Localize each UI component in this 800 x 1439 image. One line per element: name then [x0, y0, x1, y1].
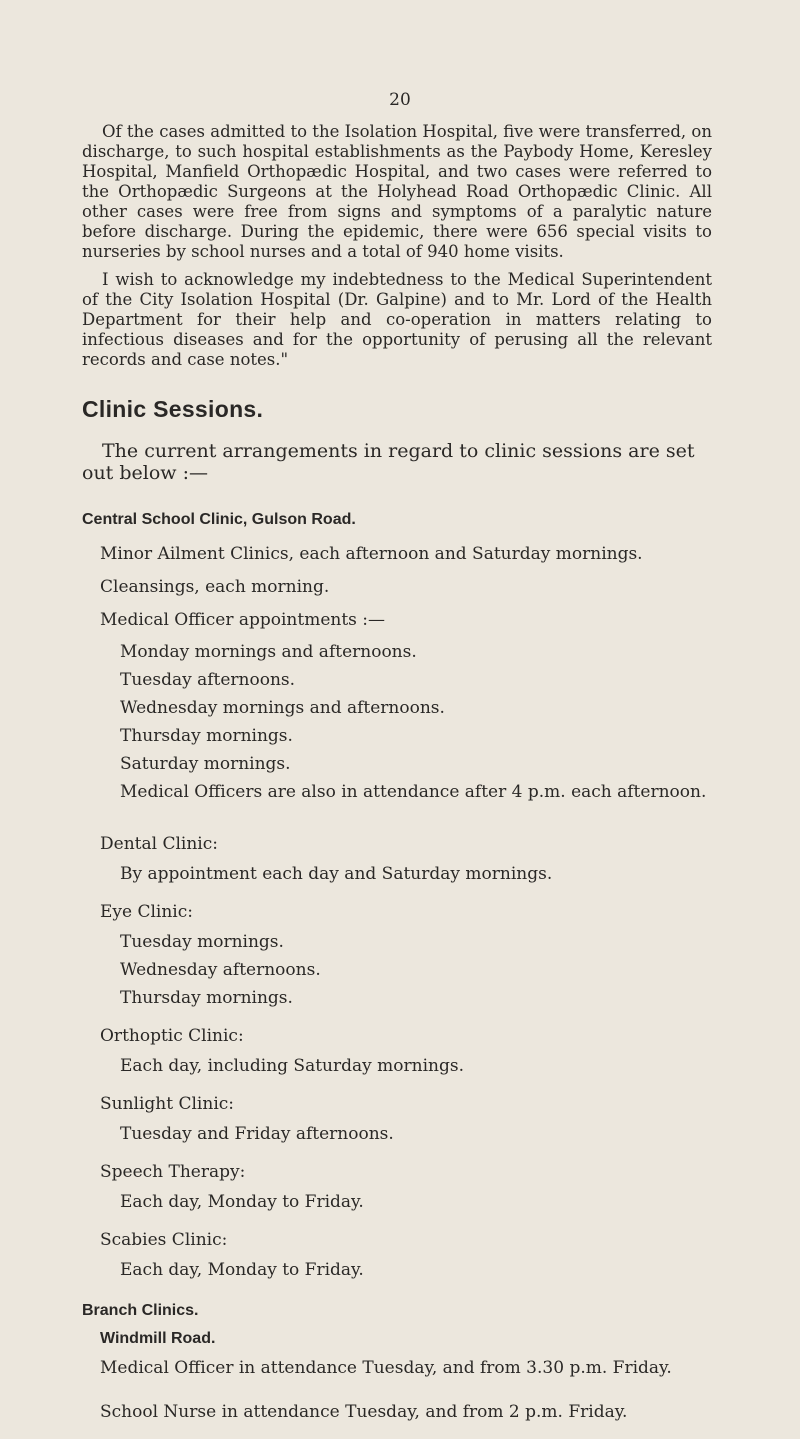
cleansings: Cleansings, each morning.	[100, 577, 330, 597]
windmill-school-nurse: School Nurse in attendance Tuesday, and from 2 p.m. Friday.	[100, 1402, 628, 1422]
eye-clinic-time: Wednesday afternoons.	[120, 960, 321, 980]
paragraph-isolation-hospital: Of the cases admitted to the Isolation Hospital, five were transferred, on discharge, to such hospital establishments as the Paybody Home, Keresley Hospital, Manfield Orthopædic Hospital, and two cases were referred to the Orthopædic Surgeons at the Holyhead Road Orthopædic Clinic. All other cases were free from signs and symptoms of a paralytic nature before discharge. During the epidemic, there were 656 special visits to nurseries by school nurses and a total of 940 home visits.	[82, 122, 712, 261]
scabies-clinic-label: Scabies Clinic:	[100, 1230, 228, 1250]
mo-time-item: Monday mornings and afternoons.	[120, 642, 417, 662]
central-clinic-heading: Central School Clinic, Gulson Road.	[82, 511, 356, 528]
eye-clinic-label: Eye Clinic:	[100, 902, 193, 922]
section-heading-clinic-sessions: Clinic Sessions.	[82, 396, 264, 422]
scabies-clinic-time: Each day, Monday to Friday.	[120, 1260, 364, 1280]
eye-clinic-time: Tuesday mornings.	[120, 932, 284, 952]
clinic-sessions-intro: The current arrangements in regard to clinic sessions are set out below :—	[82, 440, 695, 484]
mo-time-item: Saturday mornings.	[120, 754, 291, 774]
mo-time-item: Wednesday mornings and afternoons.	[120, 698, 445, 718]
orthoptic-clinic-label: Orthoptic Clinic:	[100, 1026, 244, 1046]
windmill-road-heading: Windmill Road.	[100, 1330, 216, 1347]
paragraph-acknowledgement: I wish to acknowledge my indebtedness to the Medical Superintendent of the City Isolation Hospital (Dr. Galpine) and to Mr. Lord of the Health Department for their help and co-operation in matters relating to infectious diseases and for the opportunity of perusing all the relevant records and case notes."	[82, 270, 712, 369]
page-number: 20	[389, 90, 411, 110]
speech-therapy-label: Speech Therapy:	[100, 1162, 246, 1182]
eye-clinic-time: Thursday mornings.	[120, 988, 293, 1008]
windmill-medical-officer: Medical Officer in attendance Tuesday, and from 3.30 p.m. Friday.	[100, 1358, 672, 1378]
orthoptic-clinic-time: Each day, including Saturday mornings.	[120, 1056, 464, 1076]
medical-officer-appointments-heading: Medical Officer appointments :—	[100, 610, 386, 630]
dental-clinic-label: Dental Clinic:	[100, 834, 218, 854]
dental-clinic-time: By appointment each day and Saturday mornings.	[120, 864, 553, 884]
mo-attendance-note: Medical Officers are also in attendance after 4 p.m. each afternoon.	[120, 782, 707, 802]
speech-therapy-time: Each day, Monday to Friday.	[120, 1192, 364, 1212]
sunlight-clinic-time: Tuesday and Friday afternoons.	[120, 1124, 394, 1144]
minor-ailment-clinics: Minor Ailment Clinics, each afternoon and Saturday mornings.	[100, 544, 643, 564]
branch-clinics-heading: Branch Clinics.	[82, 1302, 199, 1319]
mo-time-item: Thursday mornings.	[120, 726, 293, 746]
sunlight-clinic-label: Sunlight Clinic:	[100, 1094, 234, 1114]
mo-time-item: Tuesday afternoons.	[120, 670, 296, 690]
